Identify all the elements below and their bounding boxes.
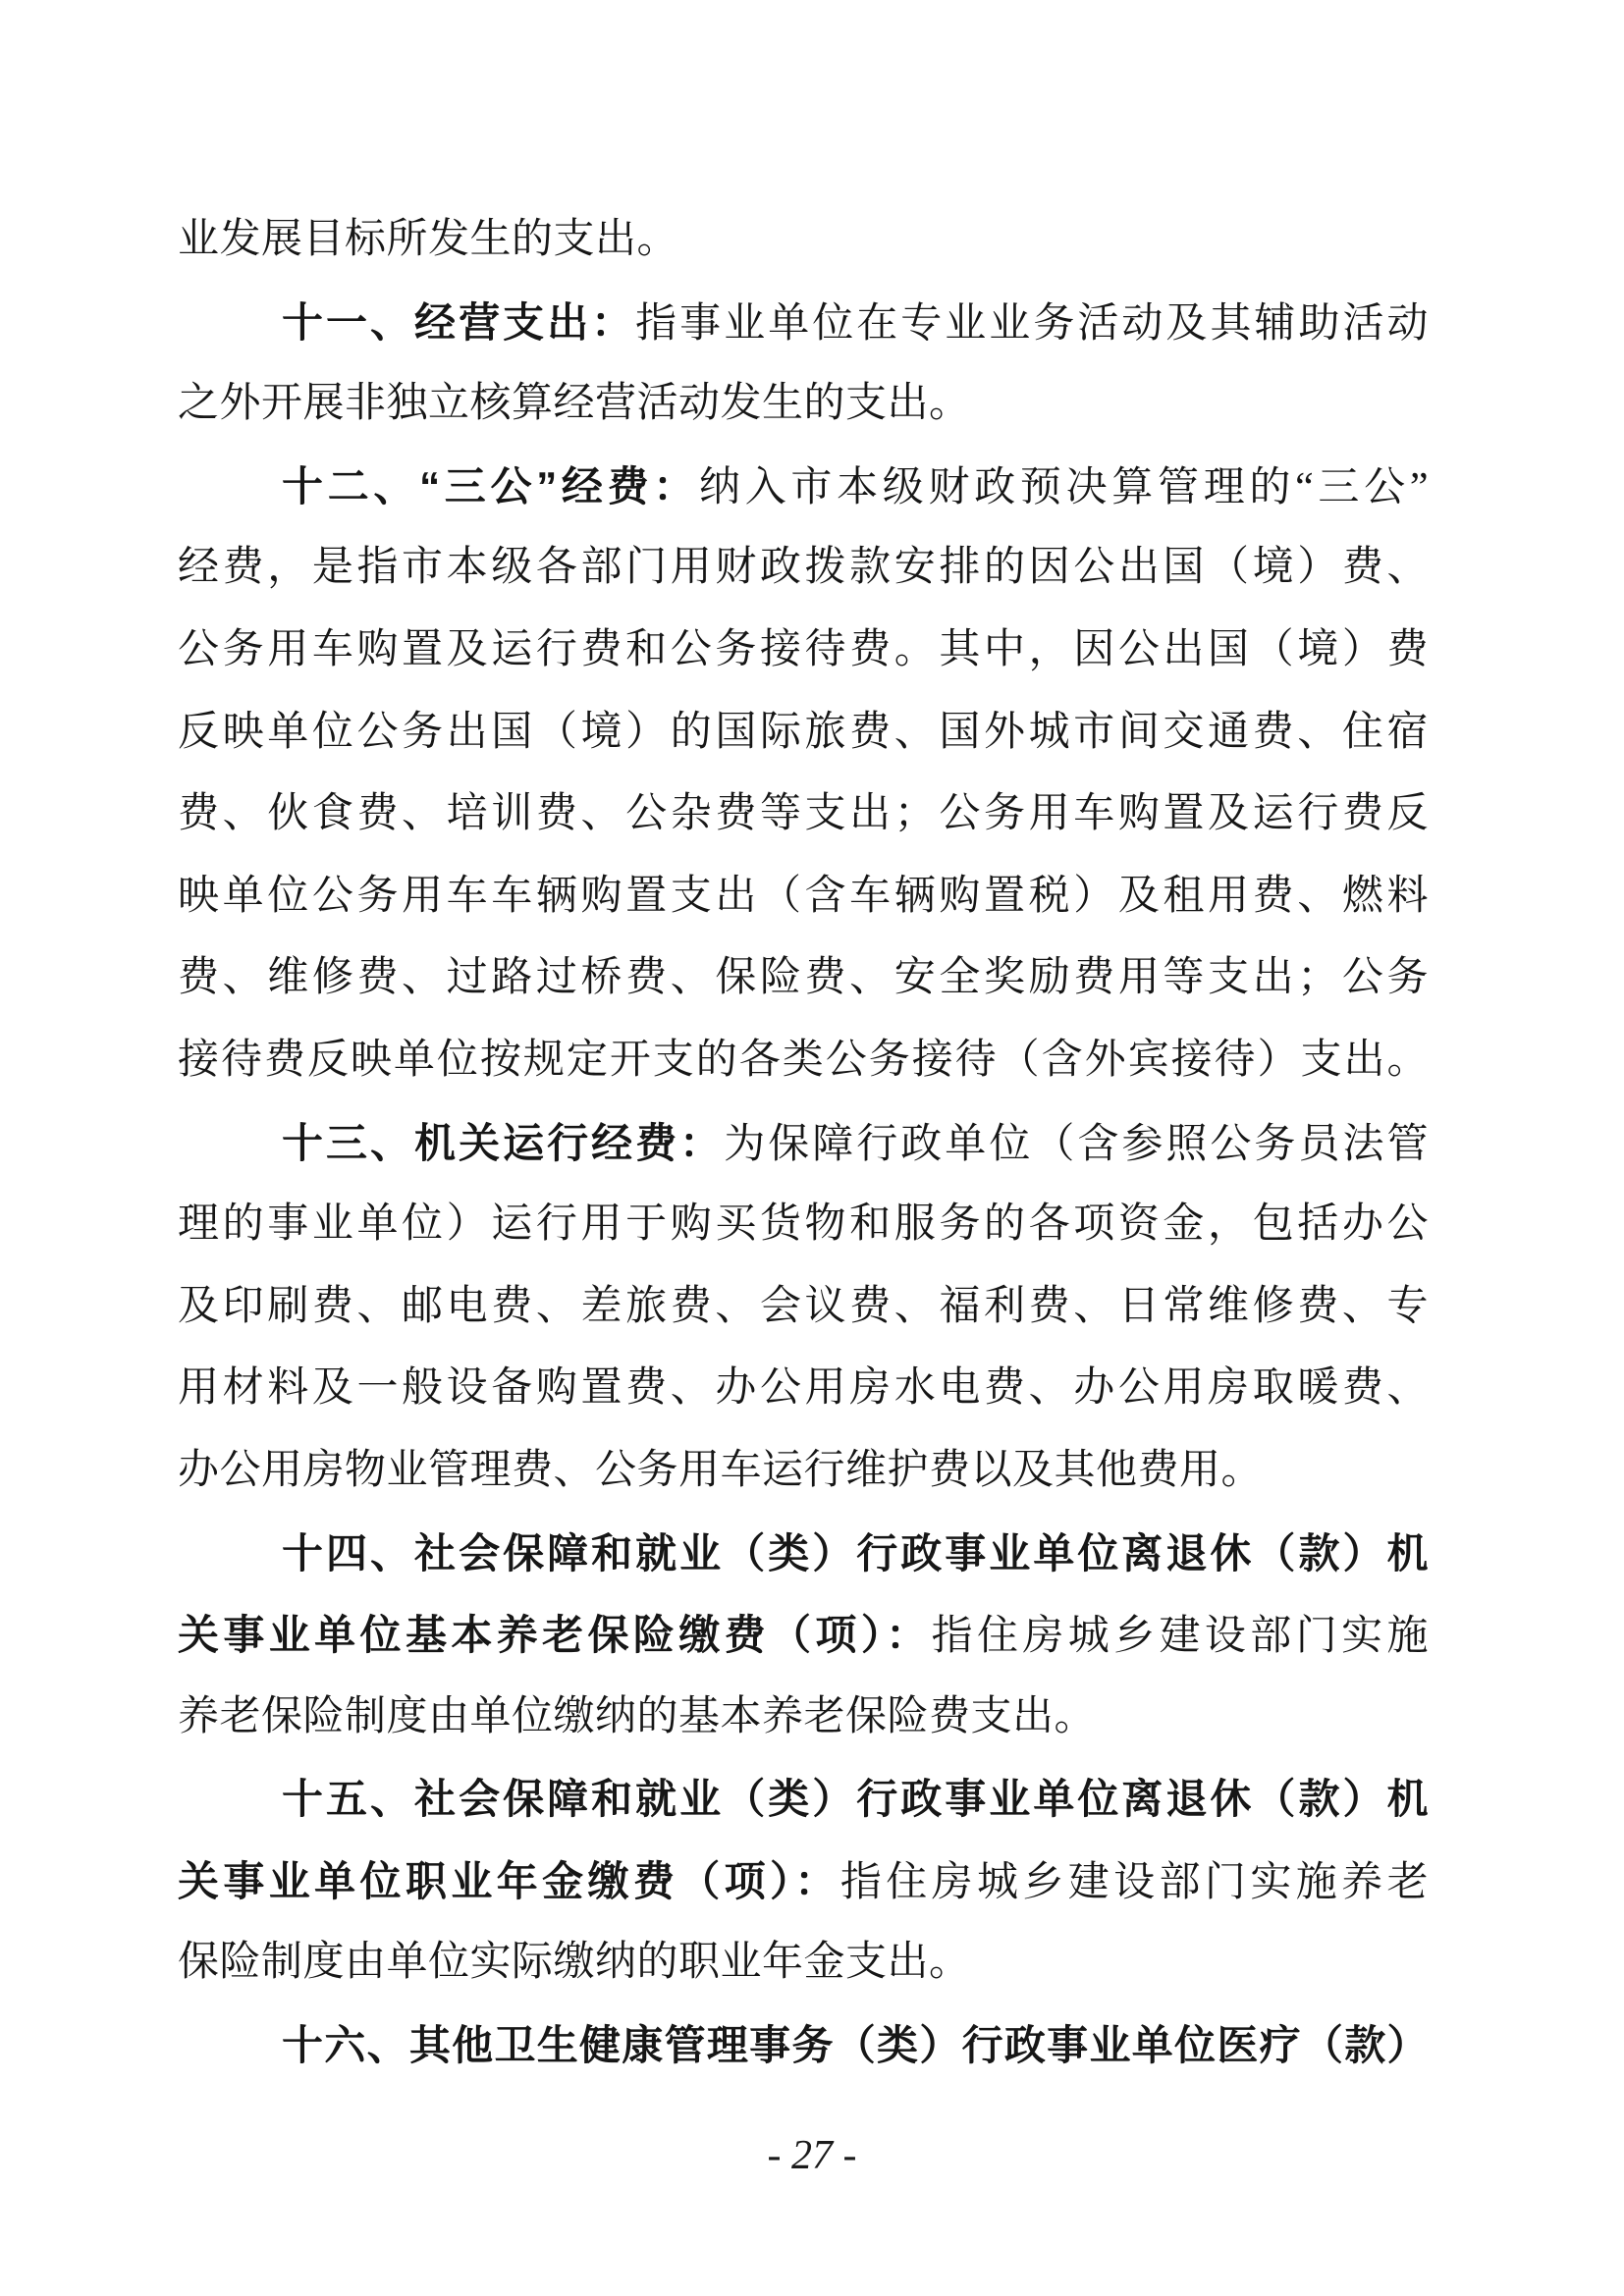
- body-segment: 费、维修费、过路过桥费、保险费、安全奖励费用等支出；公务: [178, 955, 1429, 1001]
- text-line: [178, 1266, 1429, 1349]
- body-segment: 经费，是指市本级各部门用财政拨款安排的因公出国（境）费、: [178, 545, 1429, 591]
- text-line: [178, 1348, 1429, 1430]
- body-segment: 反映单位公务出国（境）的国际旅费、国外城市间交通费、住宿: [178, 709, 1429, 755]
- text-line: [178, 363, 1429, 446]
- body-segment: 费、伙食费、培训费、公杂费等支出；公务用车购置及运行费反: [178, 791, 1429, 837]
- text-line: [178, 856, 1429, 938]
- text-line: [178, 1677, 1429, 1759]
- text-line: [178, 1020, 1429, 1102]
- heading-segment: 十六、其他卫生健康管理事务（类）行政事业单位医疗（款）: [282, 2022, 1429, 2069]
- heading-segment: 十一、经营支出：: [282, 298, 636, 346]
- body-segment: 业发展目标所发生的支出。: [178, 217, 679, 262]
- text-line: [178, 446, 1429, 528]
- body-segment: 之外开展非独立核算经营活动发生的支出。: [178, 381, 971, 427]
- text-line: [178, 692, 1429, 774]
- page-number: - 27 -: [767, 2133, 857, 2178]
- text-line: [178, 1758, 1429, 1841]
- body-segment: 公务用车购置及运行费和公务接待费。其中，因公出国（境）费: [178, 626, 1429, 672]
- body-segment: 指住房城乡建设部门实施养老: [839, 1859, 1429, 1905]
- heading-segment: 关事业单位职业年金缴费（项）：: [178, 1857, 840, 1904]
- body-segment: 用材料及一般设备购置费、办公用房水电费、办公用房取暖费、: [178, 1365, 1429, 1412]
- text-line: [178, 774, 1429, 856]
- body-segment: 保险制度由单位实际缴纳的职业年金支出。: [178, 1940, 971, 1986]
- heading-segment: 十三、机关运行经费：: [282, 1119, 725, 1166]
- body-segment: 指住房城乡建设部门实施: [931, 1614, 1429, 1660]
- heading-segment: 十二、“三公”经费：: [282, 462, 699, 509]
- text-line: [178, 1184, 1429, 1266]
- heading-segment: 十四、社会保障和就业（类）行政事业单位离退休（款）机: [282, 1529, 1429, 1576]
- body-segment: 指事业单位在专业业务活动及其辅助活动: [635, 300, 1429, 347]
- text-line: [178, 1430, 1429, 1513]
- text-line: [178, 1594, 1429, 1677]
- body-segment: 映单位公务用车车辆购置支出（含车辆购置税）及租用费、燃料: [178, 873, 1429, 919]
- body-segment: 养老保险制度由单位缴纳的基本养老保险费支出。: [178, 1693, 1097, 1739]
- text-line: [178, 1922, 1429, 2004]
- text-line: [178, 2004, 1429, 2087]
- body-segment: 为保障行政单位（含参照公务员法管: [724, 1121, 1429, 1167]
- text-line: [178, 937, 1429, 1020]
- heading-segment: 十五、社会保障和就业（类）行政事业单位离退休（款）机: [282, 1776, 1429, 1823]
- body-segment: 理的事业单位）运行用于购买货物和服务的各项资金，包括办公: [178, 1201, 1429, 1248]
- body-segment: 及印刷费、邮电费、差旅费、会议费、福利费、日常维修费、专: [178, 1283, 1429, 1329]
- body-segment: 办公用房物业管理费、公务用车运行维护费以及其他费用。: [178, 1447, 1264, 1493]
- text-line: [178, 1841, 1429, 1923]
- text-line: [178, 1513, 1429, 1595]
- text-line: [178, 1102, 1429, 1185]
- document-body: [178, 199, 1429, 2087]
- text-line: [178, 282, 1429, 364]
- text-line: [178, 199, 1429, 282]
- heading-segment: 关事业单位基本养老保险缴费（项）：: [178, 1612, 932, 1659]
- text-line: [178, 527, 1429, 610]
- body-segment: 纳入市本级财政预决算管理的“三公”: [699, 464, 1429, 510]
- text-line: [178, 610, 1429, 692]
- body-segment: 接待费反映单位按规定开支的各类公务接待（含外宾接待）支出。: [178, 1037, 1429, 1083]
